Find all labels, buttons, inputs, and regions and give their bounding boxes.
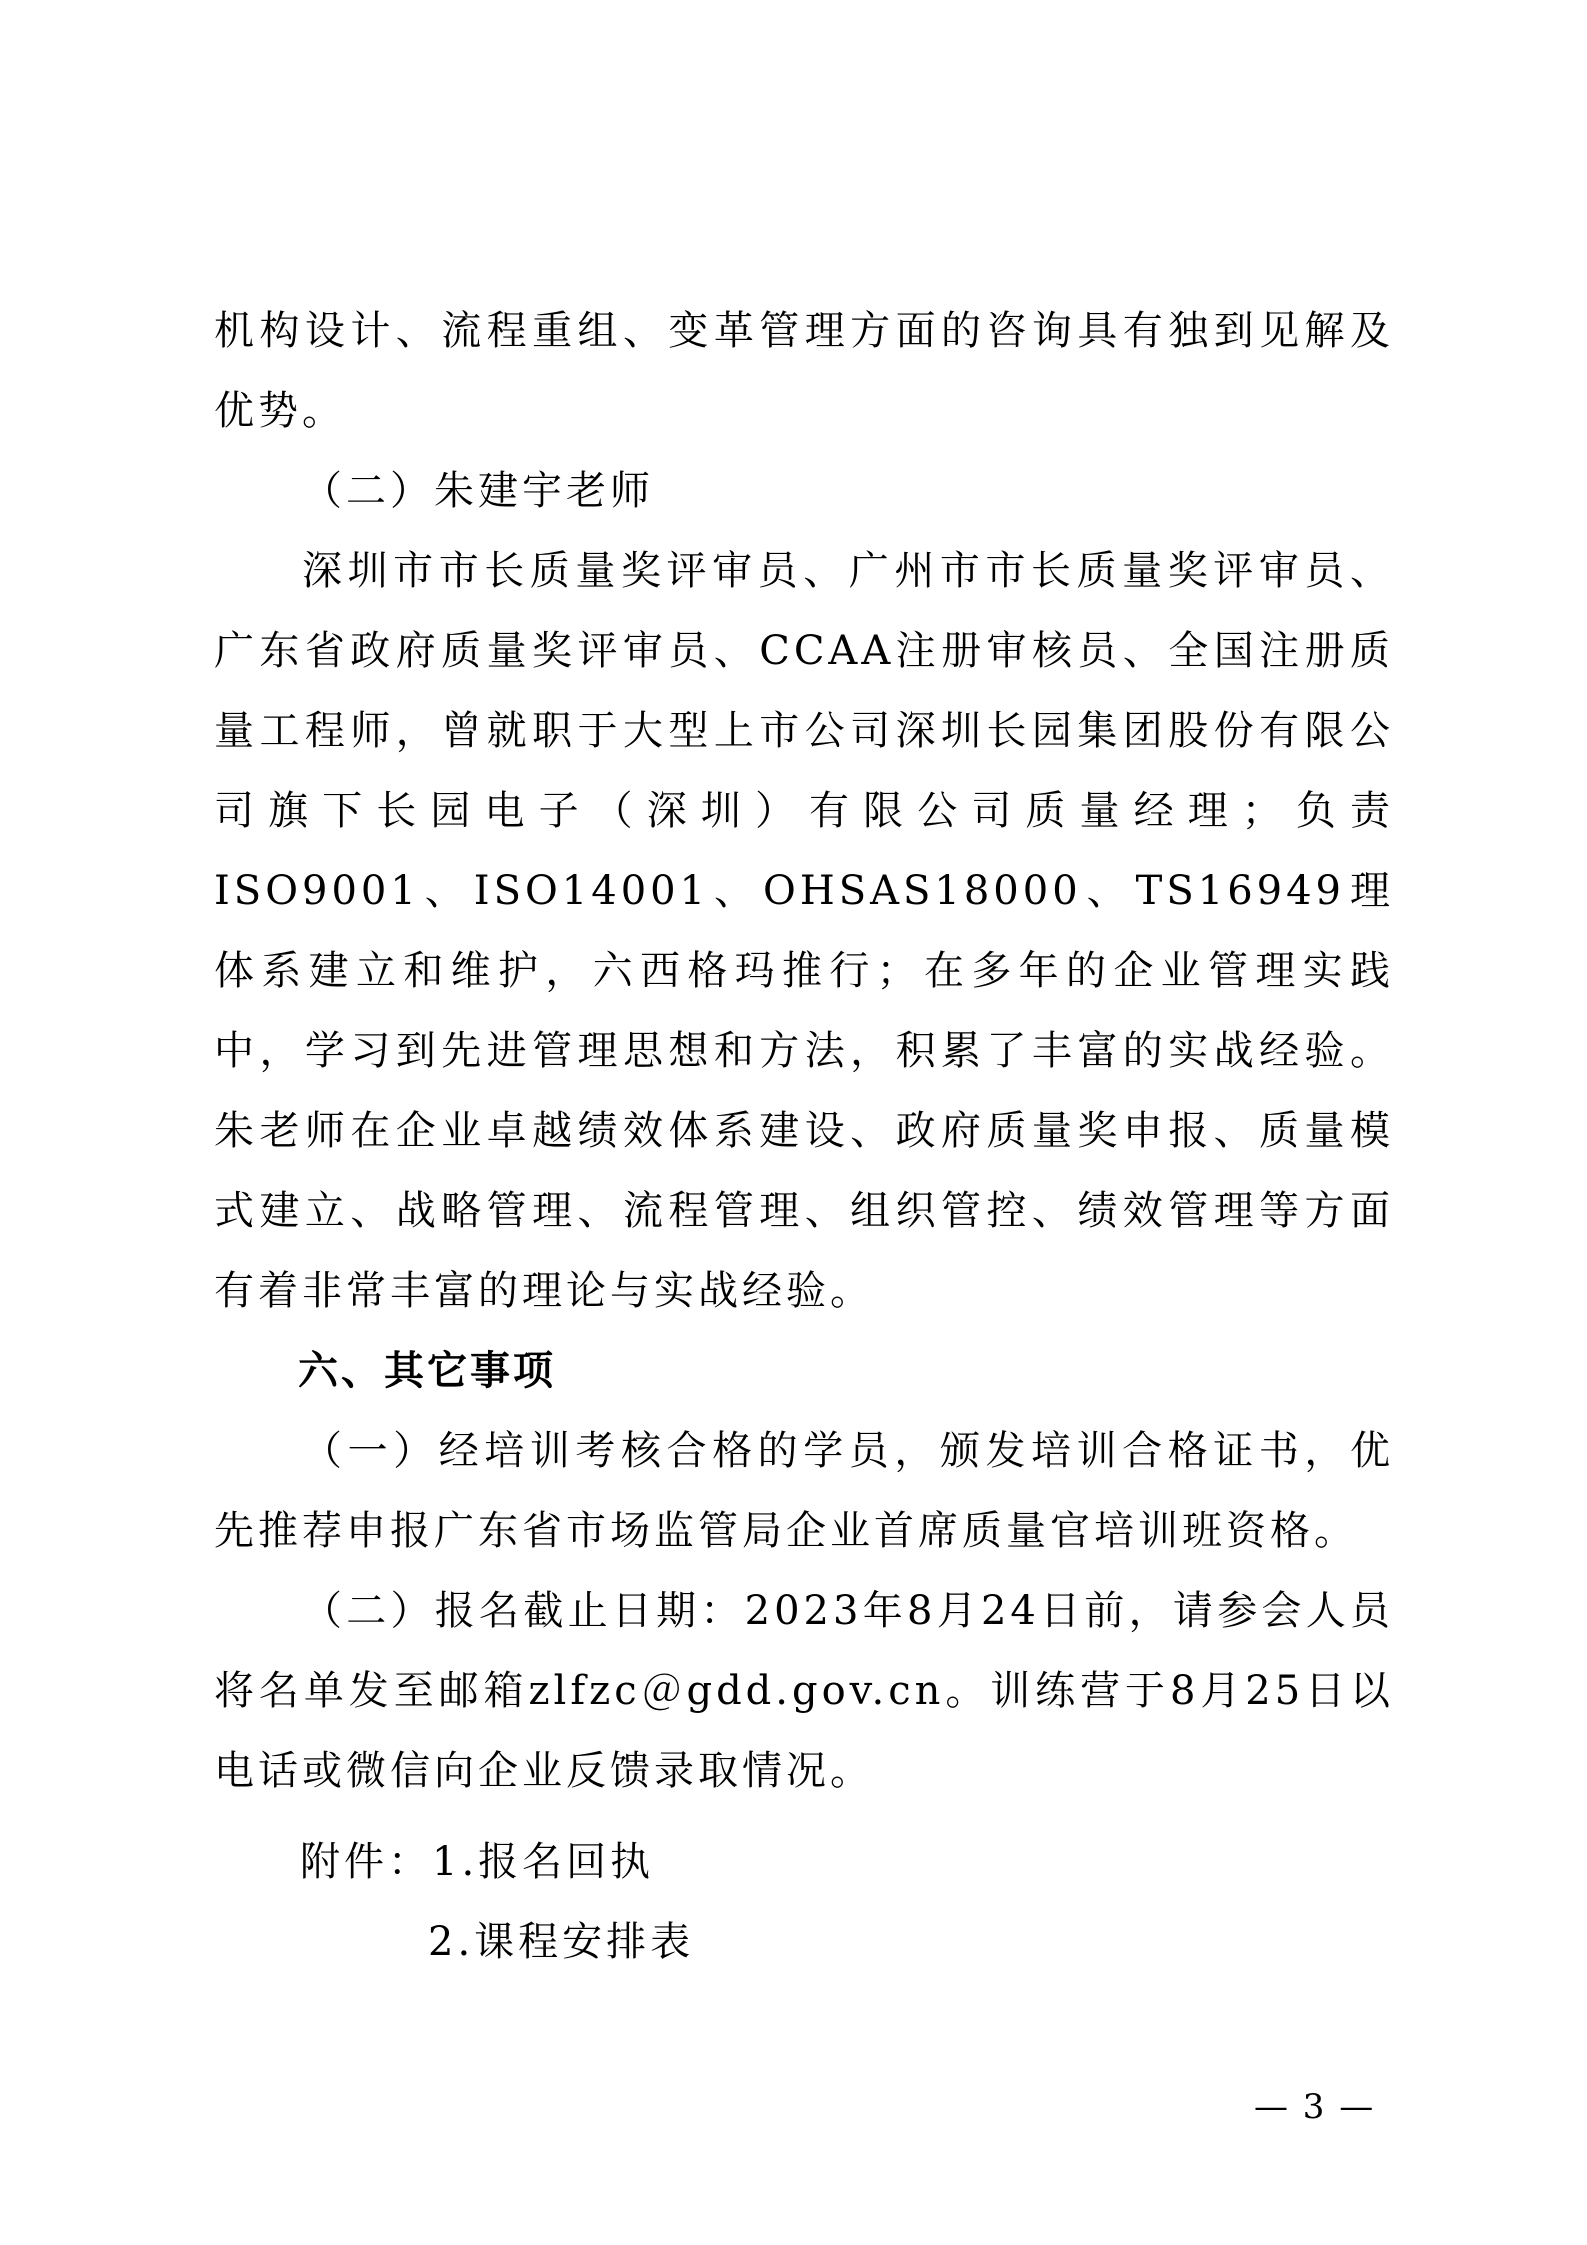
paragraph-continuation: 机构设计、流程重组、变革管理方面的咨询具有独到见解及优势。	[214, 308, 1394, 434]
paragraph-item-1: （一）经培训考核合格的学员，颁发培训合格证书，优先推荐申报广东省市场监管局企业首席质量官培训班资格。	[214, 1428, 1394, 1554]
attachments-label: 附件：	[300, 1839, 432, 1885]
section-subheading: （二）朱建宇老师	[302, 468, 654, 514]
paragraph-teacher-bio: 深圳市市长质量奖评审员、广州市市长质量奖评审员、广东省政府质量奖评审员、CCAA注册审核员、全国注册质量工程师，曾就职于大型上市公司深圳长园集团股份有限公司旗下长园电子（深圳）有限公司质量经理；负责ISO9001、ISO14001、OHSAS18000、TS16949理体系建立和维护，六西格玛推行；在多年的企业管理实践中，学习到先进管理思想和方法，积累了丰富的实战经验。朱老师在企业卓越绩效体系建设、政府质量奖申报、质量模式建立、战略管理、流程管理、组织管控、绩效管理等方面有着非常丰富的理论与实战经验。	[214, 548, 1394, 1314]
page-number: — 3 —	[1254, 2087, 1376, 2127]
section-heading: 六、其它事项	[298, 1348, 556, 1394]
attachment-line-2	[300, 1902, 694, 1982]
attachment-item: 1.报名回执	[432, 1839, 655, 1885]
paragraph-item-2: （二）报名截止日期：2023年8月24日前，请参会人员将名单发至邮箱zlfzc＠gdd.gov.cn。训练营于8月25日以电话或微信向企业反馈录取情况。	[214, 1588, 1394, 1794]
document-body	[214, 291, 1394, 1811]
attachment-item: 2.课程安排表	[428, 1919, 695, 1965]
attachment-line-1	[300, 1822, 694, 1902]
attachments-block	[300, 1822, 694, 1982]
